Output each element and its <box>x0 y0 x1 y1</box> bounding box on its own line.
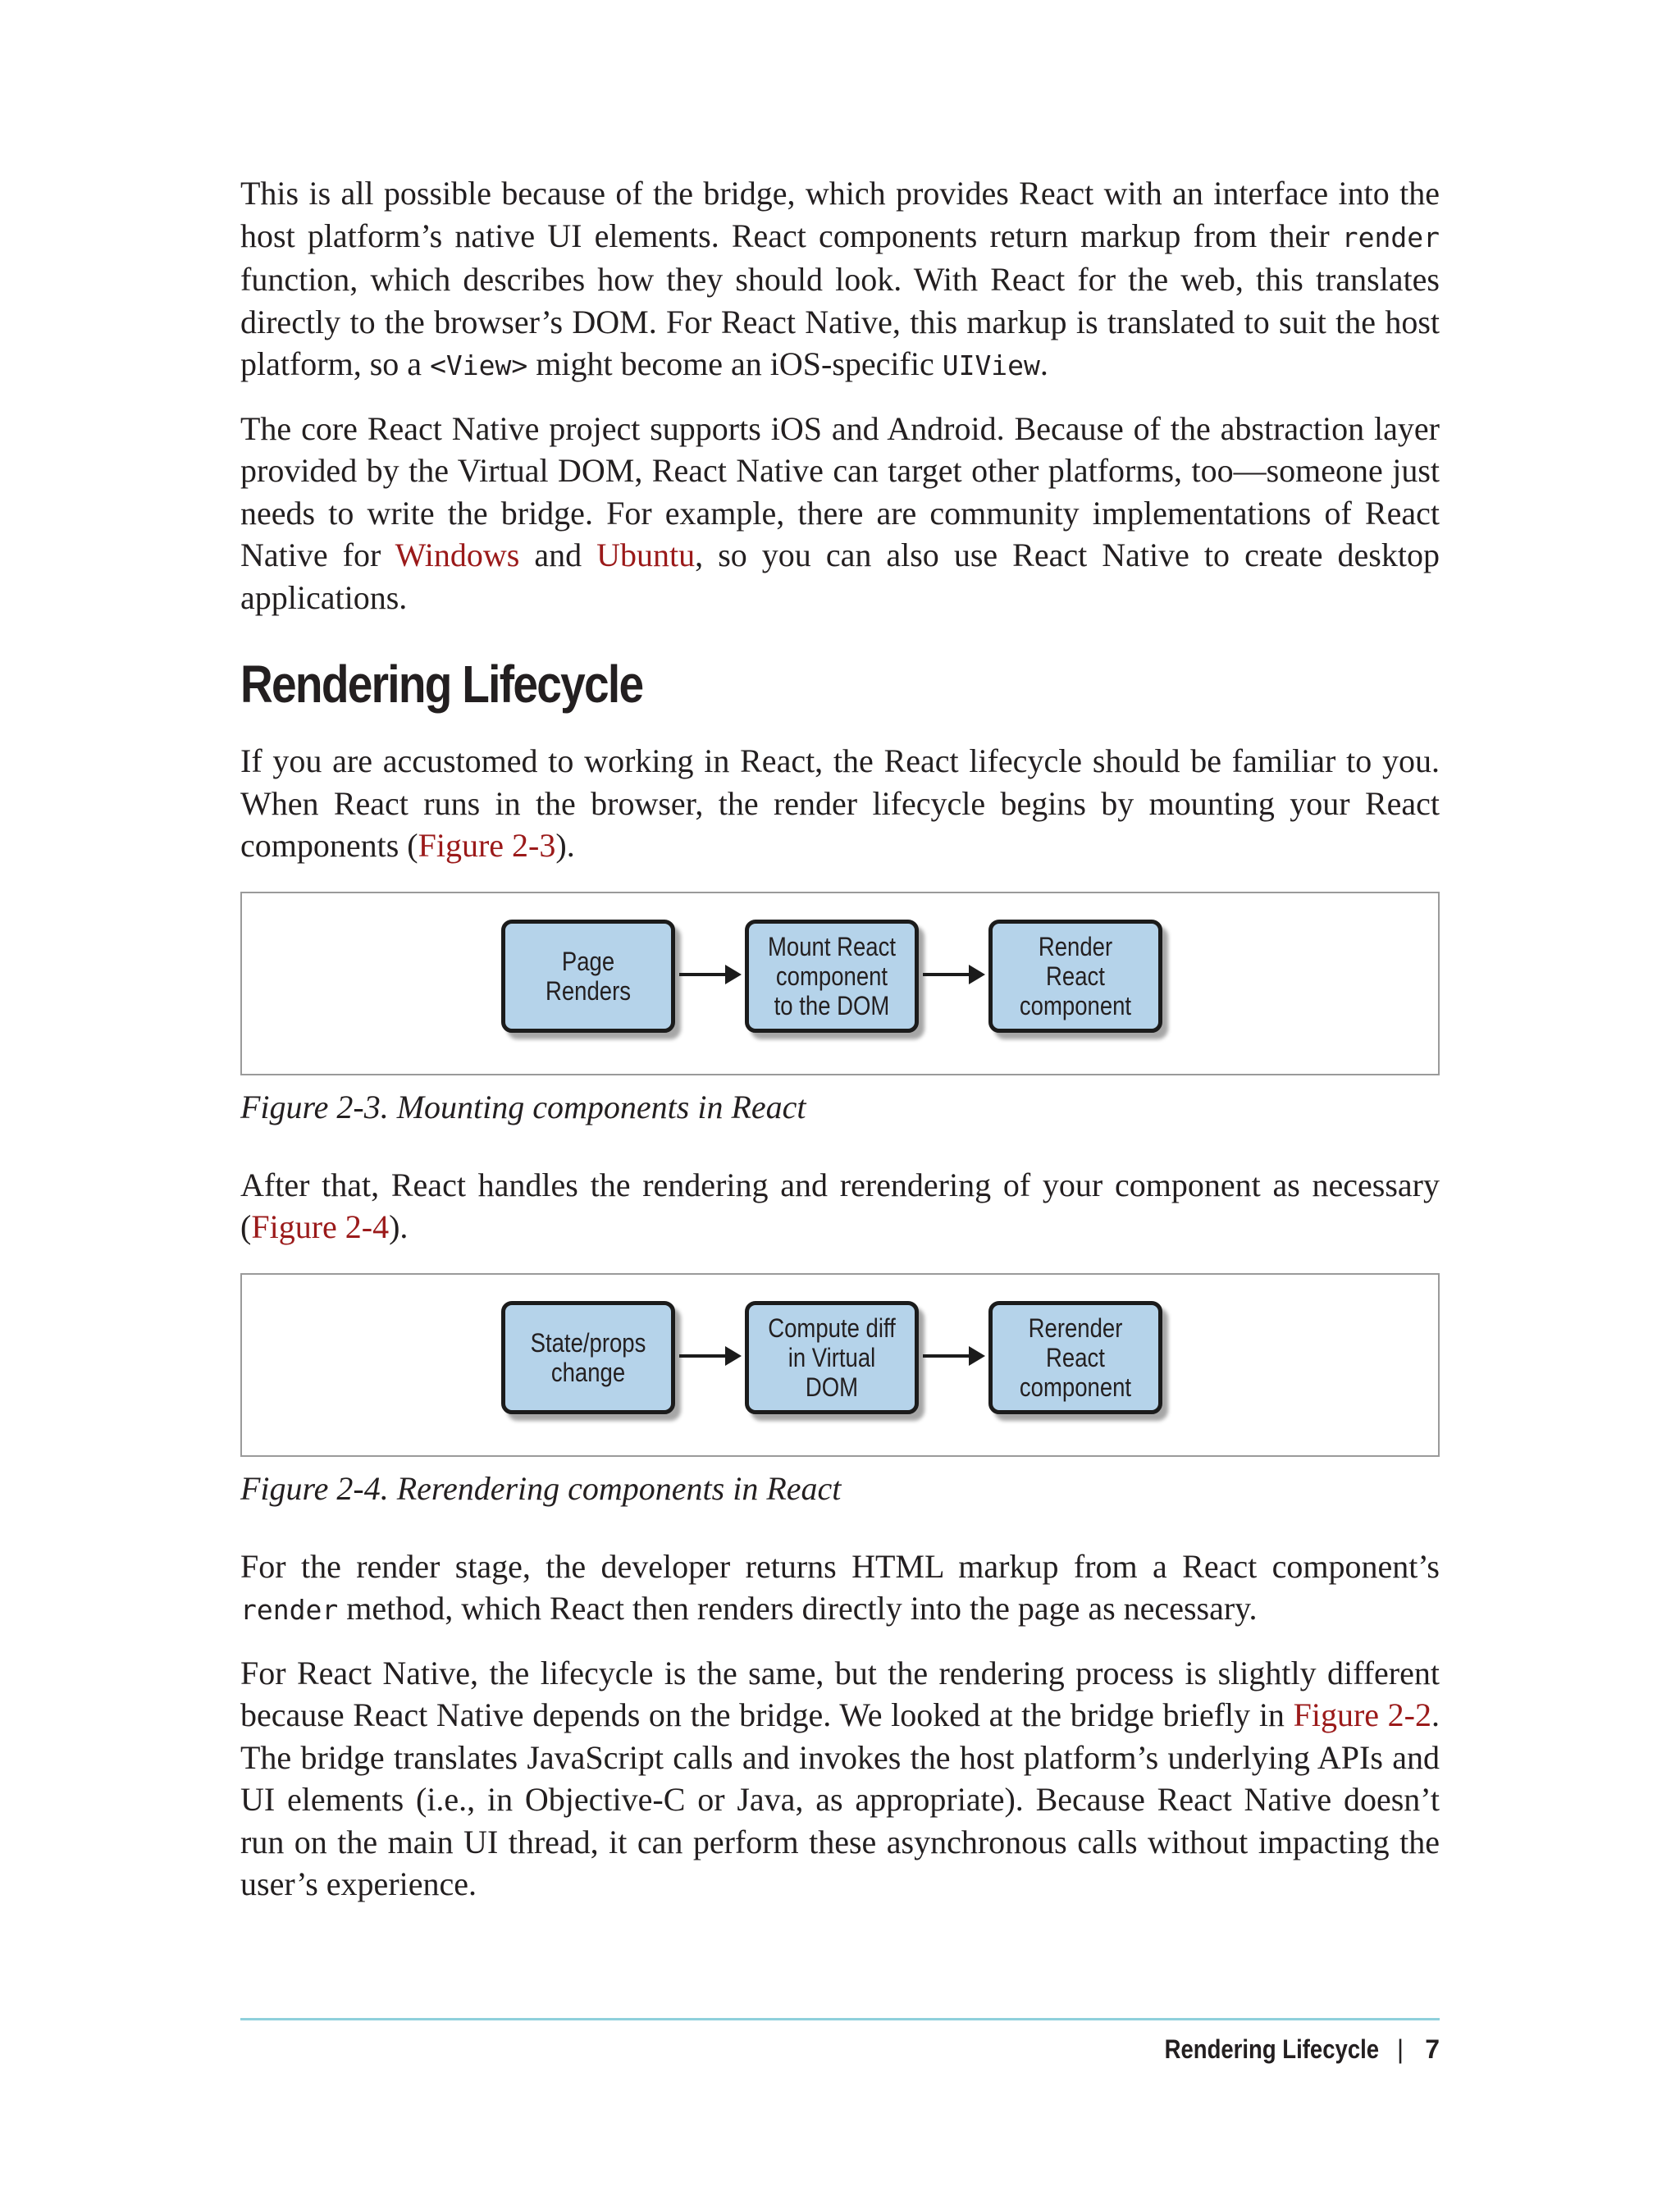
figure-2-4-caption: Figure 2-4. Rerendering components in React <box>240 1469 842 1507</box>
footer-divider <box>240 2018 1440 2020</box>
paragraph-lifecycle-intro: If you are accustomed to working in React, the React lifecycle should be familiar to you. When React runs in the browser, the render lifecycle begins by mounting your React components (Figure 2-3). <box>240 742 1440 864</box>
diagram-node-mount-component: Mount React component to the DOM <box>745 920 919 1033</box>
diagram-node-state-props-change: State/props change <box>501 1301 675 1414</box>
diagram-node-rerender-component: Rerender React component <box>988 1301 1162 1414</box>
code-render: render <box>240 1594 339 1626</box>
footer-section-title: Rendering Lifecycle <box>1164 2034 1379 2064</box>
diagram-node-compute-diff: Compute diff in Virtual DOM <box>745 1301 919 1414</box>
code-uiview: UIView <box>942 349 1040 381</box>
paragraph-react-native-lifecycle: For React Native, the lifecycle is the same, but the rendering process is slightly different because React Native depends on the bridge. We looked at the bridge briefly in Figure 2-2. The bridge translates JavaScript calls and invokes the host platform’s underlying APIs and UI elements (i.e., in Objective-C or Java, as appropriate). Because React Native doesn’t run on the main UI thread, it can perform these asynchronous calls without impacting the user’s experience. <box>240 1654 1440 1902</box>
arrow-icon <box>923 973 982 976</box>
link-ubuntu[interactable]: Ubuntu <box>596 536 696 573</box>
page-footer <box>1130 2034 1440 2065</box>
diagram-node-page-renders: Page Renders <box>501 920 675 1033</box>
page-content <box>240 172 1440 1926</box>
figure-2-3-caption: Figure 2-3. Mounting components in React <box>240 1088 806 1125</box>
paragraph-render-stage: For the render stage, the developer returns HTML markup from a React component’s render method, which React then renders directly into the page as necessary. <box>240 1547 1440 1627</box>
arrow-icon <box>679 1354 738 1358</box>
diagram-node-render-component: Render React component <box>988 920 1162 1033</box>
link-figure-2-2[interactable]: Figure 2-2 <box>1293 1696 1431 1733</box>
paragraph-bridge: This is all possible because of the bridge, which provides React with an interface into the host platform’s native UI elements. React components return markup from their render function, which describes how they should look. With React for the web, this translates directly to the browser’s DOM. For React Native, this markup is translated to suit the host platform, so a <View> might become an iOS-specific UIView. <box>240 175 1440 382</box>
footer-separator: | <box>1396 2034 1404 2064</box>
paragraph-rerendering: After that, React handles the rendering and rerendering of your component as necessary (Figure 2-4). <box>240 1166 1440 1245</box>
arrow-icon <box>923 1354 982 1358</box>
figure-2-3-diagram <box>240 892 1440 1075</box>
link-figure-2-3[interactable]: Figure 2-3 <box>418 827 556 864</box>
code-render: render <box>1341 221 1440 253</box>
figure-2-4-diagram <box>240 1273 1440 1457</box>
link-windows[interactable]: Windows <box>395 536 520 573</box>
paragraph-platforms: The core React Native project supports iOS and Android. Because of the abstraction layer provided by the Virtual DOM, React Native can target other platforms, too—someone just needs to write the bridge. For example, there are community implementations of React Native for Windows and Ubuntu, so you can also use React Native to create desktop applications. <box>240 409 1440 616</box>
section-heading: Rendering Lifecycle <box>240 655 643 714</box>
link-figure-2-4[interactable]: Figure 2-4 <box>251 1208 390 1245</box>
code-view-tag: <View> <box>430 349 528 381</box>
page-number: 7 <box>1425 2034 1440 2064</box>
arrow-icon <box>679 973 738 976</box>
